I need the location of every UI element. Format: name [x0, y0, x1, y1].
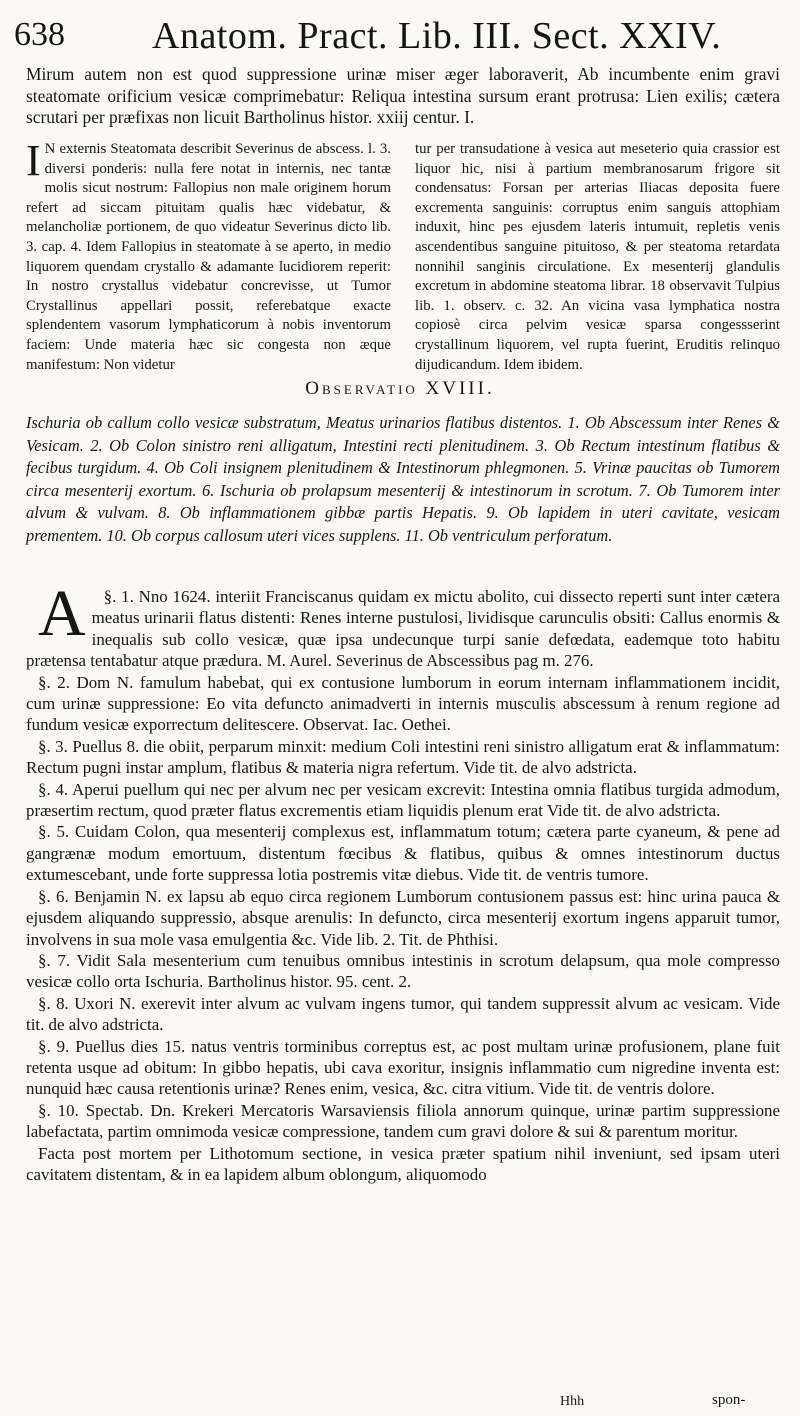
- section-1: [26, 577, 780, 672]
- section-number: §. 7.: [38, 950, 71, 970]
- section-7: [26, 950, 780, 993]
- drop-cap-a: A: [38, 577, 86, 650]
- section-number: §. 10.: [38, 1100, 79, 1120]
- catchword: spon-: [712, 1392, 746, 1408]
- section-2: [26, 672, 780, 736]
- section-text: Benjamin N. ex lapsu ab equo circa regionem Lumborum contusionem passus est: hinc urina pauca & ejusdem aliquando suppressio, absque arenulis: In defuncto, circa mesenterij exortum ingens apparuit tumor, involvens in sua mole vasa emulgentia &c. Vide lib. 2. Tit. de Phthisi.: [26, 886, 780, 949]
- section-text: Cuidam Colon, qua mesenterij complexus est, inflammatum totum; cætera parte cyaneum, & pene ad gangrænæ modum emortuum, distentum fœcibus & flatibus, quibus & omnes intestinorum ductus extumescebant, unde forte suppressa lotia postremis vitæ diebus. Vide tit. de ventris tumore.: [26, 822, 780, 885]
- section-text: Aperui puellum qui nec per alvum nec per vesicam excrevit: Intestina omnia flatibus turgida admodum, præsertim rectum, quod præter flatus excrementis etiam liquidis plenum erat Vide tit. de alvo adstricta.: [26, 779, 780, 821]
- section-8: [26, 993, 780, 1036]
- section-9: [26, 1036, 780, 1100]
- section-text: Dom N. famulum habebat, qui ex contusione lumborum in eorum internam inflammationem incidit, cum urinæ suppressione: Eo vita defuncto animadverti in internis musculis abscessum à renum regione ad fundum vesicæ exporrectum delitescere. Observat. Iac. Oethei.: [26, 672, 780, 735]
- section-number: §. 2.: [38, 672, 70, 692]
- section-text: Puellus 8. die obiit, perparum minxit: medium Coli intestini reni sinistro alligatum erat & inflammatum: Rectum pugni instar amplum, flatibus & materia nigra refertum. Vide tit. de alvo adstricta.: [26, 736, 780, 778]
- section-number: §. 5.: [38, 822, 70, 842]
- section-number: §. 8.: [38, 993, 69, 1013]
- scholion-left-text: N externis Steatomata describit Severinus de abscess. l. 3. diversi ponderis: nulla fere notat in internis, nec tantæ molis sicut nostrum: Fallopius non male originem horum refert ad siccam pituitam qualis hæc videbatur, & melancholiæ portionem, de quo videatur Severinus dicto lib. 3. cap. 4. Idem Fallopius in steatomate à se aperto, in medio liquorem quendam crystallo & adamante lucidiorem reperit: In nostro crystallus videbatur concrevisse, ut Tumor Crystallinus appellari possit, referebatque exacte splendentem vasorum lymphaticorum à nobis inventorum faciem: Unde materia hæc sic congesta non æque manifestum: Non videtur: [26, 141, 391, 373]
- sections-body: [26, 577, 781, 1185]
- observation-summary: Ischuria ob callum collo vesicæ substratum, Meatus urinarios flatibus distentos. 1. Ob Abscessum inter Renes & Vesicam. 2. Ob Colon sinistro reni alligatum, Intestini recti plenitudinem. 3. Ob Rectum intestinum flatibus & fecibus turgidum. 4. Ob Coli insignem plenitudinem & Intestinorum phlegmonen. 5. Vrinæ paucitas ob Tumorem circa mesenterij exortum. 6. Ischuria ob prolapsum mesenterij & intestinorum in scrotum. 7. Ob Tumorem inter alvum & vulvam. 8. Ob inflammationem gibbæ partis Hepatis. 9. Ob lapidem in uteri cavitate, vesicam prementem. 10. Ob corpus callosum uteri vices supplens. 11. Ob ventriculum perforatum.: [26, 413, 780, 545]
- scholion-columns: [26, 136, 780, 376]
- section-text: Puellus dies 15. natus ventris torminibus correptus est, ac post multam urinæ profusionem, plane fuit retenta usque ad obitum: In gibbo hepatis, ubi cava exoritur, insignis inflammatio cum nigredine inventa est: nunquid hæc causa retentionis urinæ? Renes enim, vesica, &c. citra vitium. Vide tit. de ventris dolore.: [26, 1036, 780, 1099]
- scholion-right-column: tur per transudatione à vesica aut meseterio quia crassior est liquor hic, nisi à partium membranosarum frigore sit condensatus: Forsan per arterias Iliacas deposita fuere excrementa sanguinis: corruptus enim sanguis attophiam induxit, hinc pes ejusdem lateris intumuit, repletis venis ascendentibus sanguine pituitoso, & per steatoma retardata nonnihil sanginis circulatione. Ex mesenterij glandulis excretum in abdomine steatoma librar. 18 observavit Tulpius lib. 1. observ. c. 32. An vicina vasa lymphatica nostra copiosè circa pelvim vesicæ sparsa congessserint crystallinum liquorem, vel rupta fuerint, Eruditis relinquo dijudicandum. Idem ibidem.: [415, 141, 780, 373]
- scholion-left-column: [26, 136, 391, 375]
- page-number: 638: [14, 16, 65, 53]
- section-text: Uxori N. exerevit inter alvum ac vulvam ingens tumor, qui tandem suppressit alvum ac vesicam. Vide tit. de alvo adstricta.: [26, 993, 780, 1035]
- section-number: §. 3.: [38, 736, 68, 756]
- section-5: [26, 821, 780, 885]
- section-4: [26, 779, 780, 822]
- running-head: Anatom. Pract. Lib. III. Sect. XXIV.: [152, 15, 722, 57]
- section-number: §. 6.: [38, 886, 69, 906]
- drop-cap-i: I: [26, 136, 41, 185]
- section-10: [26, 1100, 780, 1143]
- section-10-continuation: [26, 1143, 780, 1186]
- section-text: Nno 1624. interiit Franciscanus quidam ex mictu abolito, cui dissecto reperti sunt inter cætera meatus urinarii flatus distenti: Renes interne pustulosi, lividisque carunculis obsiti: Callus enormis & inequalis sub collo vesicæ, quæ ipsa undecunque turpi sanie defœdata, eademque toto habitu prætensa tentabatur atque prædura. M. Aurel. Severinus de Abscessibus pag m. 276.: [26, 587, 780, 671]
- observation-title: Observatio XVIII.: [305, 378, 495, 399]
- signature-mark: Hhh: [560, 1394, 585, 1409]
- section-number: §. 4.: [38, 779, 69, 799]
- section-3: [26, 736, 780, 779]
- section-text: Facta post mortem per Lithotomum sectione, in vesica præter spatium nihil inveniunt, sed ipsam uteri cavitatem distentam, & in ea lapidem album oblongum, aliquomodo: [26, 1143, 780, 1184]
- section-text: Spectab. Dn. Krekeri Mercatoris Warsaviensis filiola annorum quinque, urinæ partim suppressione labefactata, partim omnimoda vesicæ compressione, tandem cum gravi dolore & sui & parentum moritur.: [26, 1100, 780, 1142]
- section-6: [26, 886, 780, 950]
- section-number: §. 9.: [38, 1036, 70, 1056]
- intro-paragraph: Mirum autem non est quod suppressione urinæ miser æger laboraverit, Ab incumbente enim gravi steatomate orificium vesicæ comprimebatur: Reliqua intestina sursum erant protrusa: Lien exilis; cætera scrutari per præfixas non licuit Bartholinus histor. xxiij centur. I.: [26, 64, 780, 127]
- page-header: [8, 14, 792, 58]
- section-number: §. 1.: [103, 587, 134, 606]
- section-text: Vidit Sala mesenterium cum tenuibus omnibus intestinis in scrotum delapsum, qua mole compresso vesicæ collo orta Ischuria. Bartholinus histor. 95. cent. 2.: [26, 950, 781, 992]
